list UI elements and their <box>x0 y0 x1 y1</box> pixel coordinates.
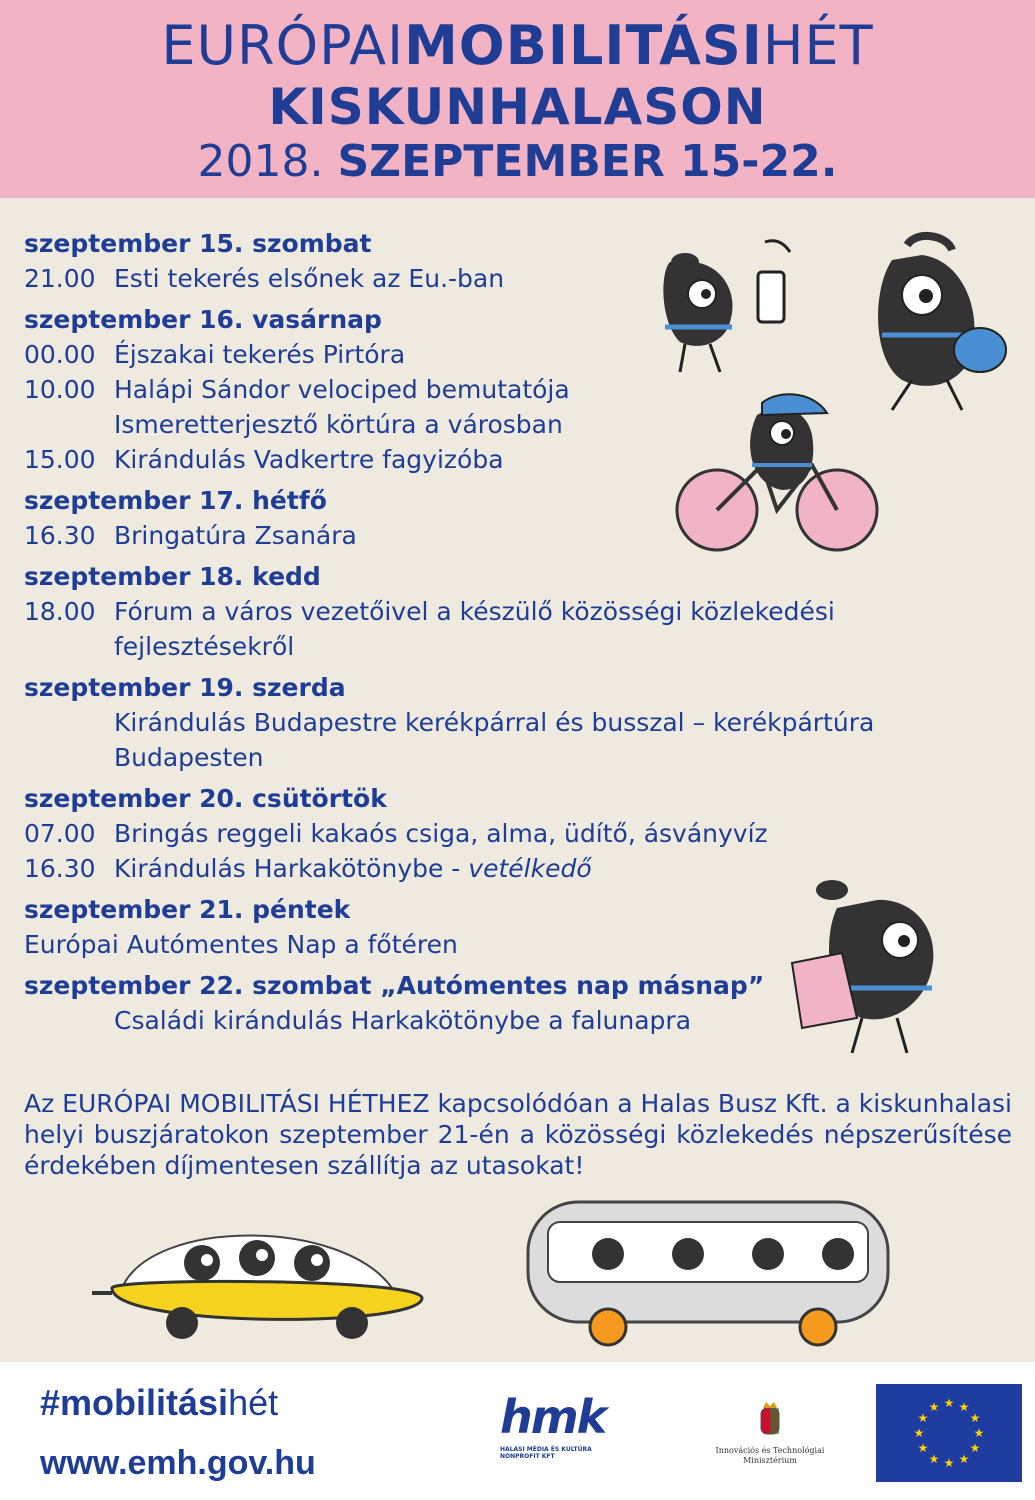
character-phone-illustration <box>630 232 800 382</box>
eu-star-icon: ★ <box>969 1411 981 1425</box>
day-title: szeptember 16. vasárnap <box>24 305 382 334</box>
day-title: szeptember 21. péntek <box>24 895 351 924</box>
event-row: 21.00 Esti tekerés elsőnek az Eu.-ban <box>24 264 505 293</box>
day-title: szeptember 19. szerda <box>24 673 346 702</box>
hmk-logo-subtitle: HALASI MÉDIA ÉS KULTÚRA NONPROFIT KFT <box>500 1446 592 1460</box>
footer <box>0 1362 1035 1500</box>
eu-star-icon: ★ <box>958 1451 970 1466</box>
event-row: 00.00 Éjszakai tekerés Pirtóra <box>24 340 406 369</box>
eu-star-icon: ★ <box>943 1396 955 1410</box>
event-row: Ismeretterjesztő körtúra a városban <box>114 410 563 439</box>
event-row: Kirándulás Budapestre kerékpárral és busszal – kerékpártúra <box>114 708 875 737</box>
bus-illustration <box>518 1192 898 1352</box>
title-line-3: 2018. SZEPTEMBER 15-22. <box>197 136 838 187</box>
ministry-name: Innovációs és Technológiai Minisztérium <box>715 1446 825 1465</box>
event-row: 18.00 Fórum a város vezetőivel a készülő közösségi közlekedési <box>24 597 835 626</box>
ministry-logo <box>700 1400 840 1466</box>
eu-stars-icon <box>876 1384 1022 1482</box>
eu-star-icon: ★ <box>928 1451 940 1466</box>
hashtag: #mobilitásihét <box>40 1382 279 1423</box>
day-title: szeptember 17. hétfő <box>24 486 327 515</box>
day-title: szeptember 22. szombat „Autómentes nap másnap” <box>24 971 765 1000</box>
eu-star-icon: ★ <box>958 1400 970 1415</box>
event-row: 15.00 Kirándulás Vadkertre fagyizóba <box>24 445 504 474</box>
event-row: 10.00 Halápi Sándor velociped bemutatója <box>24 375 570 404</box>
eu-flag <box>876 1384 1022 1482</box>
day-sep-18 <box>24 559 984 664</box>
cyclist-illustration <box>672 385 887 555</box>
eu-star-icon: ★ <box>917 1441 929 1455</box>
hmk-logo <box>500 1392 630 1488</box>
day-sep-19 <box>24 670 984 775</box>
eu-star-icon: ★ <box>913 1426 925 1440</box>
event-row: Budapesten <box>114 743 264 772</box>
event-row: Európai Autómentes Nap a főtéren <box>24 930 458 959</box>
day-title: szeptember 15. szombat <box>24 229 372 258</box>
day-sep-15 <box>24 226 984 296</box>
hmk-logo-mark: hmk <box>500 1390 606 1444</box>
character-shopping-illustration <box>782 868 967 1063</box>
event-row: 16.30 Kirándulás Harkakötönybe - vetélkedő <box>24 854 592 883</box>
event-row: 07.00 Bringás reggeli kakaós csiga, alma, üdítő, ásványvíz <box>24 819 768 848</box>
eu-star-icon: ★ <box>928 1400 940 1415</box>
free-bus-notice: Az EURÓPAI MOBILITÁSI HÉTHEZ kapcsolódóan a Halas Busz Kft. a kiskunhalasi helyi buszjáratokon szeptember 21-én a közösségi közlekedés népszerűsítése érdekében díjmentesen szállítja az utasokat! <box>24 1089 1012 1180</box>
day-title: szeptember 20. csütörtök <box>24 784 387 813</box>
header-banner <box>0 0 1035 198</box>
day-title: szeptember 18. kedd <box>24 562 321 591</box>
title-line-1: EURÓPAIMOBILITÁSIHÉT <box>161 14 874 77</box>
eu-star-icon: ★ <box>917 1411 929 1425</box>
eu-star-icon: ★ <box>969 1441 981 1455</box>
electric-car-illustration <box>92 1208 442 1348</box>
event-row: Családi kirándulás Harkakötönybe a falunapra <box>114 1006 692 1035</box>
coat-of-arms-icon <box>757 1400 783 1438</box>
website-link[interactable]: www.emh.gov.hu <box>40 1444 316 1482</box>
eu-star-icon: ★ <box>973 1426 985 1440</box>
event-row: fejlesztésekről <box>114 632 295 661</box>
title-line-2: KISKUNHALASON <box>268 78 767 136</box>
eu-star-icon: ★ <box>943 1456 955 1470</box>
event-row: 16.30 Bringatúra Zsanára <box>24 521 357 550</box>
